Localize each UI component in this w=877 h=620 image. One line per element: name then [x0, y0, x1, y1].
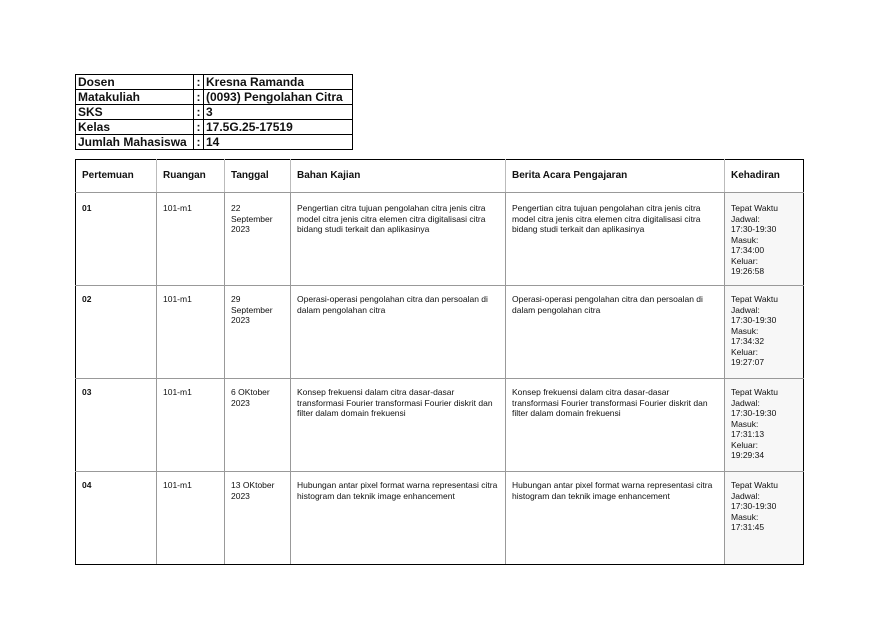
- cell-kehadiran: [725, 379, 804, 472]
- kehadiran-line: 17:30-19:30: [731, 224, 777, 234]
- cell-bahan-kajian: Hubungan antar pixel format warna representasi citra histogram dan teknik image enhancement: [291, 472, 506, 565]
- info-value: 3: [204, 105, 353, 120]
- cell-ruangan: 101-m1: [157, 472, 225, 565]
- info-separator: :: [194, 135, 204, 150]
- table-row: [76, 379, 804, 472]
- cell-berita-acara: Hubungan antar pixel format warna representasi citra histogram dan teknik image enhancement: [506, 472, 725, 565]
- cell-tanggal: 22 September 2023: [225, 193, 291, 286]
- cell-bahan-kajian: Pengertian citra tujuan pengolahan citra jenis citra model citra jenis citra elemen citra digitalisasi citra bidang studi terkait dan aplikasinya: [291, 193, 506, 286]
- kehadiran-line: Keluar:: [731, 346, 758, 357]
- cell-tanggal: 13 OKtober 2023: [225, 472, 291, 565]
- table-row: [76, 472, 804, 565]
- info-value: 14: [204, 135, 353, 150]
- info-row: [76, 120, 353, 135]
- cell-berita-acara: Konsep frekuensi dalam citra dasar-dasar transformasi Fourier transformasi Fourier diskrit dan filter dalam domain frekuensi: [506, 379, 725, 472]
- header-ruangan: Ruangan: [157, 160, 225, 193]
- kehadiran-line: Jadwal:: [731, 490, 760, 501]
- kehadiran-line: 17:30-19:30: [731, 408, 777, 418]
- cell-bahan-kajian: Konsep frekuensi dalam citra dasar-dasar transformasi Fourier transformasi Fourier diskrit dan filter dalam domain frekuensi: [291, 379, 506, 472]
- cell-pertemuan: 01: [76, 193, 157, 286]
- cell-berita-acara: Operasi-operasi pengolahan citra dan persoalan di dalam pengolahan citra: [506, 286, 725, 379]
- info-label: Matakuliah: [76, 90, 194, 105]
- kehadiran-line: 19:27:07: [731, 357, 765, 367]
- cell-kehadiran: [725, 286, 804, 379]
- kehadiran-line: Keluar:: [731, 255, 758, 266]
- kehadiran-line: 17:34:00: [731, 245, 765, 255]
- cell-ruangan: 101-m1: [157, 286, 225, 379]
- kehadiran-line: 19:26:58: [731, 266, 765, 276]
- kehadiran-line: Masuk:: [731, 418, 759, 429]
- course-info-table: [75, 74, 353, 150]
- kehadiran-line: Masuk:: [731, 511, 759, 522]
- info-separator: :: [194, 75, 204, 90]
- info-row: [76, 90, 353, 105]
- info-label: Dosen: [76, 75, 194, 90]
- info-label: SKS: [76, 105, 194, 120]
- kehadiran-line: Tepat Waktu: [731, 480, 778, 490]
- kehadiran-line: Masuk:: [731, 325, 759, 336]
- kehadiran-line: 17:34:32: [731, 336, 765, 346]
- cell-kehadiran: [725, 193, 804, 286]
- cell-pertemuan: 02: [76, 286, 157, 379]
- table-row: [76, 193, 804, 286]
- info-row: [76, 75, 353, 90]
- info-value: Kresna Ramanda: [204, 75, 353, 90]
- cell-pertemuan: 04: [76, 472, 157, 565]
- header-bahan-kajian: Bahan Kajian: [291, 160, 506, 193]
- table-header-row: [76, 160, 804, 193]
- cell-tanggal: 29 September 2023: [225, 286, 291, 379]
- info-value: (0093) Pengolahan Citra: [204, 90, 353, 105]
- kehadiran-line: 19:29:34: [731, 450, 765, 460]
- header-kehadiran: Kehadiran: [725, 160, 804, 193]
- cell-tanggal: 6 OKtober 2023: [225, 379, 291, 472]
- cell-berita-acara: Pengertian citra tujuan pengolahan citra jenis citra model citra jenis citra elemen citra digitalisasi citra bidang studi terkait dan aplikasinya: [506, 193, 725, 286]
- cell-ruangan: 101-m1: [157, 193, 225, 286]
- header-tanggal: Tanggal: [225, 160, 291, 193]
- kehadiran-line: 17:30-19:30: [731, 315, 777, 325]
- cell-pertemuan: 03: [76, 379, 157, 472]
- header-pertemuan: Pertemuan: [76, 160, 157, 193]
- cell-bahan-kajian: Operasi-operasi pengolahan citra dan persoalan di dalam pengolahan citra: [291, 286, 506, 379]
- info-row: [76, 135, 353, 150]
- kehadiran-line: 17:31:13: [731, 429, 765, 439]
- kehadiran-line: Keluar:: [731, 439, 758, 450]
- kehadiran-line: Tepat Waktu: [731, 294, 778, 304]
- kehadiran-line: Tepat Waktu: [731, 203, 778, 213]
- info-separator: :: [194, 120, 204, 135]
- kehadiran-line: Jadwal:: [731, 213, 760, 224]
- cell-ruangan: 101-m1: [157, 379, 225, 472]
- kehadiran-line: Jadwal:: [731, 397, 760, 408]
- kehadiran-line: 17:31:45: [731, 522, 765, 532]
- header-berita-acara: Berita Acara Pengajaran: [506, 160, 725, 193]
- kehadiran-line: Tepat Waktu: [731, 387, 778, 397]
- info-separator: :: [194, 90, 204, 105]
- kehadiran-line: 17:30-19:30: [731, 501, 777, 511]
- attendance-table: [75, 159, 804, 565]
- info-value: 17.5G.25-17519: [204, 120, 353, 135]
- cell-kehadiran: [725, 472, 804, 565]
- kehadiran-line: Jadwal:: [731, 304, 760, 315]
- info-label: Kelas: [76, 120, 194, 135]
- kehadiran-line: Masuk:: [731, 234, 759, 245]
- info-label: Jumlah Mahasiswa: [76, 135, 194, 150]
- info-separator: :: [194, 105, 204, 120]
- table-row: [76, 286, 804, 379]
- info-row: [76, 105, 353, 120]
